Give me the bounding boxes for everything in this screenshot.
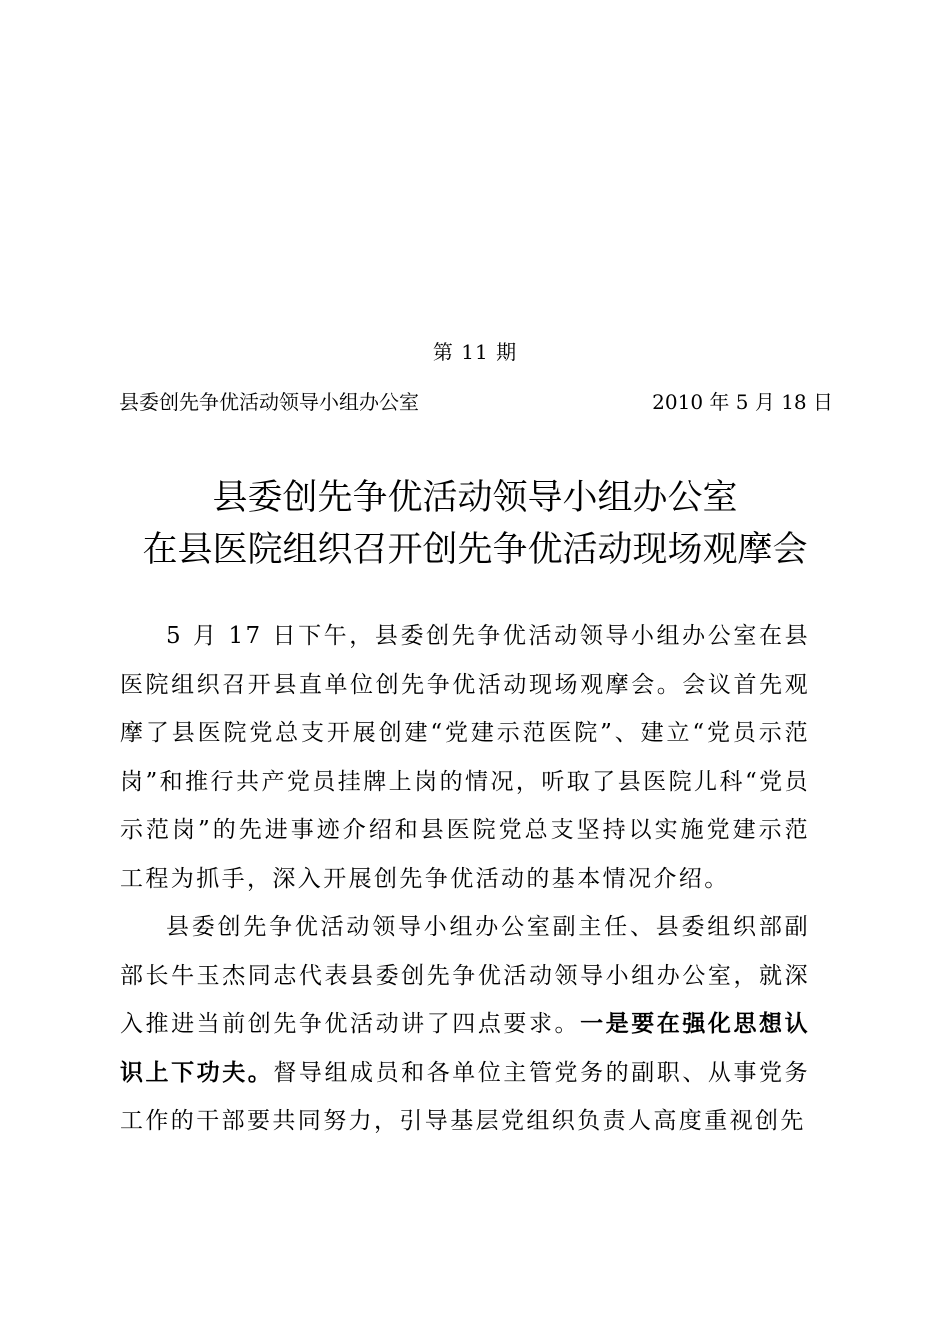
document-meta bbox=[119, 386, 833, 415]
paragraph-1: 5 月 17 日下午，县委创先争优活动领导小组办公室在县医院组织召开县直单位创先争优活动现场观摩会。会议首先观摩了县医院党总支开展创建“党建示范医院”、建立“党员示范岗”和推行共产党员挂牌上岗的情况，听取了县医院儿科“党员示范岗”的先进事迹介绍和县医院党总支坚持以实施党建示范工程为抓手，深入开展创先争优活动的基本情况介绍。 bbox=[120, 623, 810, 892]
paragraph-2-intro: 县委创先争优活动领导小组办公室副主任、县委组织部副部长牛玉杰同志代表县委创先争优活动领导小组办公室，就深入推进当前创先争优活动讲了四点要求。 bbox=[120, 914, 810, 1037]
issuing-office: 县委创先争优活动领导小组办公室 bbox=[119, 390, 419, 414]
document-title bbox=[0, 472, 950, 576]
paragraph-2-bold-point: 一是要在强化思想认识上下功夫。 bbox=[120, 1011, 810, 1086]
issue-number: 第 11 期 bbox=[432, 340, 518, 364]
title-line-2: 在县医院组织召开创先争优活动现场观摩会 bbox=[142, 530, 808, 570]
paragraph-2-continuation: 督导组成员和各单位主管党务的副职、从事党务工作的干部要共同努力，引导基层党组织负责人高度重视创先 bbox=[120, 1059, 810, 1134]
document-body bbox=[120, 612, 810, 1146]
title-line-1: 县委创先争优活动领导小组办公室 bbox=[212, 478, 738, 518]
paragraph-2 bbox=[120, 903, 810, 1146]
issue-date: 2010 年 5 月 18 日 bbox=[652, 390, 833, 414]
